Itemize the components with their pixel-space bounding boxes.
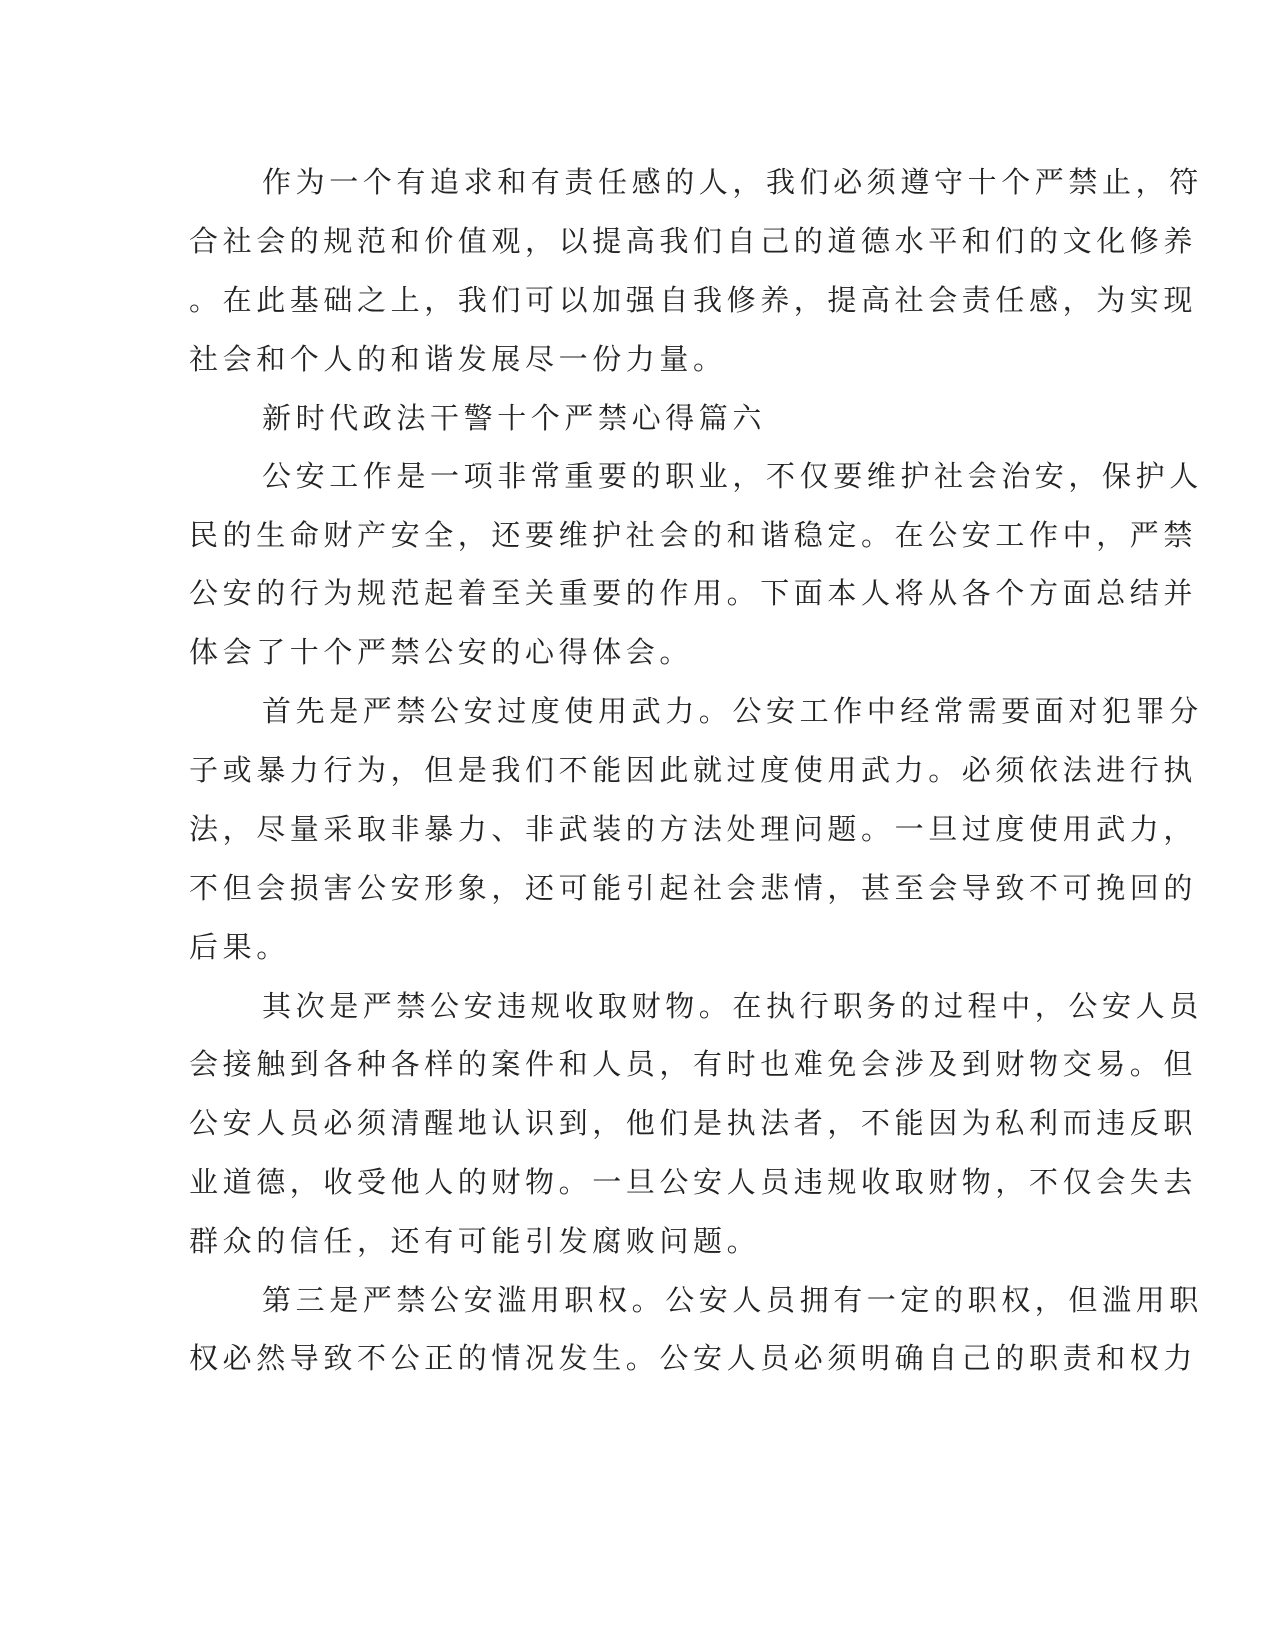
text-line: 公安人员必须清醒地认识到，他们是执法者，不能因为私利而违反职 — [189, 1106, 1198, 1140]
text-line: 法，尽量采取非暴力、非武装的方法处理问题。一旦过度使用武力， — [189, 812, 1198, 846]
text-line: 体会了十个严禁公安的心得体会。 — [189, 635, 694, 669]
text-line: 子或暴力行为，但是我们不能因此就过度使用武力。必须依法进行执 — [189, 753, 1198, 787]
text-line: 社会和个人的和谐发展尽一份力量。 — [189, 342, 727, 376]
text-line: 民的生命财产安全，还要维护社会的和谐稳定。在公安工作中，严禁 — [189, 518, 1198, 552]
text-line: 公安的行为规范起着至关重要的作用。下面本人将从各个方面总结并 — [189, 576, 1198, 610]
text-line: 。在此基础之上，我们可以加强自我修养，提高社会责任感，为实现 — [189, 283, 1198, 317]
text-line: 公安工作是一项非常重要的职业，不仅要维护社会治安，保护人 — [262, 459, 1203, 493]
text-line: 不但会损害公安形象，还可能引起社会悲情，甚至会导致不可挽回的 — [189, 871, 1198, 905]
text-line: 首先是严禁公安过度使用武力。公安工作中经常需要面对犯罪分 — [262, 694, 1203, 728]
text-line: 群众的信任，还有可能引发腐败问题。 — [189, 1224, 761, 1258]
section-heading: 新时代政法干警十个严禁心得篇六 — [262, 401, 767, 435]
text-line: 业道德，收受他人的财物。一旦公安人员违规收取财物，不仅会失去 — [189, 1165, 1198, 1199]
text-line: 其次是严禁公安违规收取财物。在执行职务的过程中，公安人员 — [262, 989, 1203, 1023]
text-line: 权必然导致不公正的情况发生。公安人员必须明确自己的职责和权力 — [189, 1341, 1198, 1375]
text-line: 会接触到各种各样的案件和人员，有时也难免会涉及到财物交易。但 — [189, 1047, 1198, 1081]
text-line: 后果。 — [189, 930, 290, 964]
text-line: 第三是严禁公安滥用职权。公安人员拥有一定的职权，但滥用职 — [262, 1283, 1203, 1317]
text-line: 合社会的规范和价值观，以提高我们自己的道德水平和们的文化修养 — [189, 224, 1198, 258]
text-line: 作为一个有追求和有责任感的人，我们必须遵守十个严禁止，符 — [262, 165, 1203, 199]
